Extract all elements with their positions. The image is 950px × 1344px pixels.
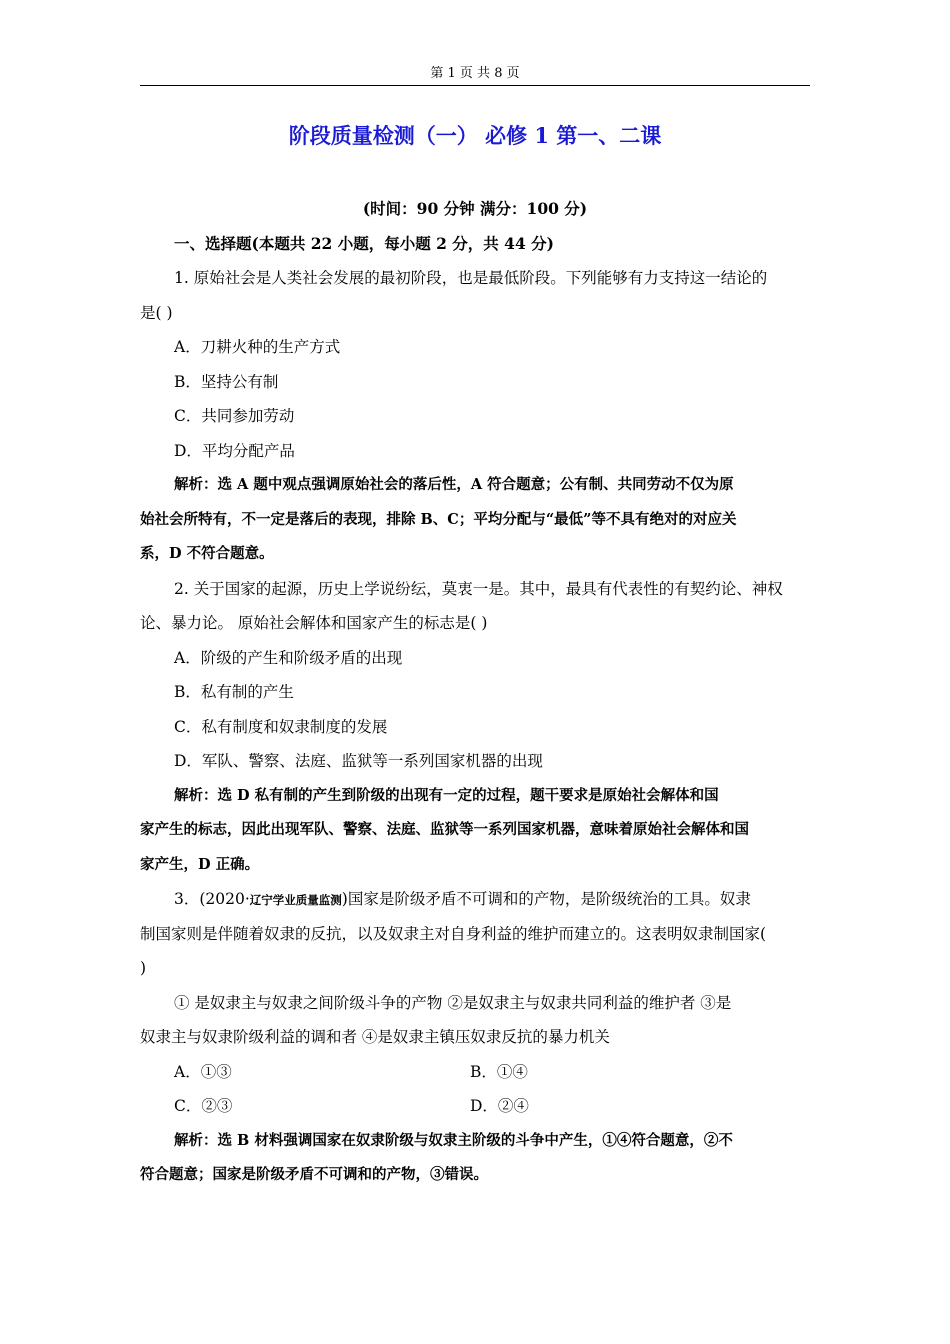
q3-analysis-line2: 符合题意；国家是阶级矛盾不可调和的产物，③错误。 [140,1166,488,1183]
q2-analysis-line1 [140,779,810,814]
q1-option-c: C．共同参加劳动 [174,407,295,425]
q3-option-a: A．①③ [174,1062,232,1081]
q1-option-b: B．坚持公有制 [174,372,279,391]
q2-option-b: B．私有制的产生 [174,683,294,701]
q1-analysis-line2: 始社会所特有，不一定是落后的表现，排除 B、C；平均分配与“最低”等不具有绝对的对应关 [140,510,737,528]
document-title: 阶段质量检测（一） 必修 1 第一、二课 [288,123,662,148]
q3-stem-line3: ) [140,959,147,977]
exam-meta: (时间：90 分钟 满分：100 分) [362,199,588,218]
section-title: 一、选择题 [174,233,252,253]
q1-analysis-line1 [140,468,810,503]
q3-stem-line1 [140,882,810,917]
analysis-label: 解析： [174,476,218,493]
document-body [140,192,810,1193]
q3-number: 3．(2020· [174,890,250,908]
q3-stem-line2: 制国家则是伴随着奴隶的反抗，以及奴隶主对自身利益的维护而建立的。这表明奴隶制国家( [140,924,767,943]
q3-option-c: C．②③ [174,1097,233,1115]
q3-option-d: D．②④ [470,1097,529,1115]
q1-stem-line1: 1. 原始社会是人类社会发展的最初阶段，也是最低阶段。下列能够有力支持这一结论的 [174,269,768,287]
q3-analysis-text: 选 B 材料强调国家在奴隶阶级与奴隶主阶级的斗争中产生，①④符合题意，②不 [217,1131,733,1149]
q2-option-d: D．军队、警察、法庭、监狱等一系列国家机器的出现 [174,752,543,770]
q1-stem-line2: 是( ) [140,303,173,322]
q3-statements-line2: 奴隶主与奴隶阶级利益的调和者 ④是奴隶主镇压奴隶反抗的暴力机关 [140,1028,610,1046]
q3-options-row1 [140,1055,810,1090]
q2-analysis-line3: 家产生，D 正确。 [140,855,260,873]
q3-source: 辽宁学业质量监测 [249,893,342,907]
q2-stem-line2: 论、暴力论。 原始社会解体和国家产生的标志是( ) [140,614,488,632]
section-note: (本题共 22 小题，每小题 2 分，共 44 分) [251,233,554,253]
analysis-label: 解析： [174,786,218,804]
q1-option-a: A．刀耕火种的生产方式 [174,338,341,356]
q2-stem-line1: 2. 关于国家的起源，历史上学说纷纭，莫衷一是。其中，最具有代表性的有契约论、神权 [174,579,783,598]
q3-options-row2 [140,1089,810,1124]
q3-statements-line1: ① 是奴隶主与奴隶之间阶级斗争的产物 ②是奴隶主与奴隶共同利益的维护者 ③是 [174,993,732,1012]
header-divider [140,85,810,86]
q2-analysis-line2: 家产生的标志，因此出现军队、警察、法庭、监狱等一系列国家机器，意味着原始社会解体和国 [140,821,749,838]
q1-analysis-text: 选 A 题中观点强调原始社会的落后性，A 符合题意；公有制、共同劳动不仅为原 [217,476,734,493]
q2-analysis-text: 选 D 私有制的产生到阶级的出现有一定的过程，题干要求是原始社会解体和国 [217,786,719,804]
q1-option-d: D．平均分配产品 [174,441,295,460]
q3-analysis-line1 [140,1124,810,1159]
q3-option-b: B．①④ [470,1062,528,1081]
q2-option-c: C．私有制度和奴隶制度的发展 [174,717,388,736]
q1-analysis-line3: 系，D 不符合题意。 [140,545,274,562]
page-number-header: 第 1 页 共 8 页 [430,66,520,81]
analysis-label: 解析： [174,1131,218,1149]
section-heading [140,227,810,262]
q3-stem-text: )国家是阶级矛盾不可调和的产物，是阶级统治的工具。奴隶 [341,890,751,908]
q2-option-a: A．阶级的产生和阶级矛盾的出现 [174,648,403,667]
